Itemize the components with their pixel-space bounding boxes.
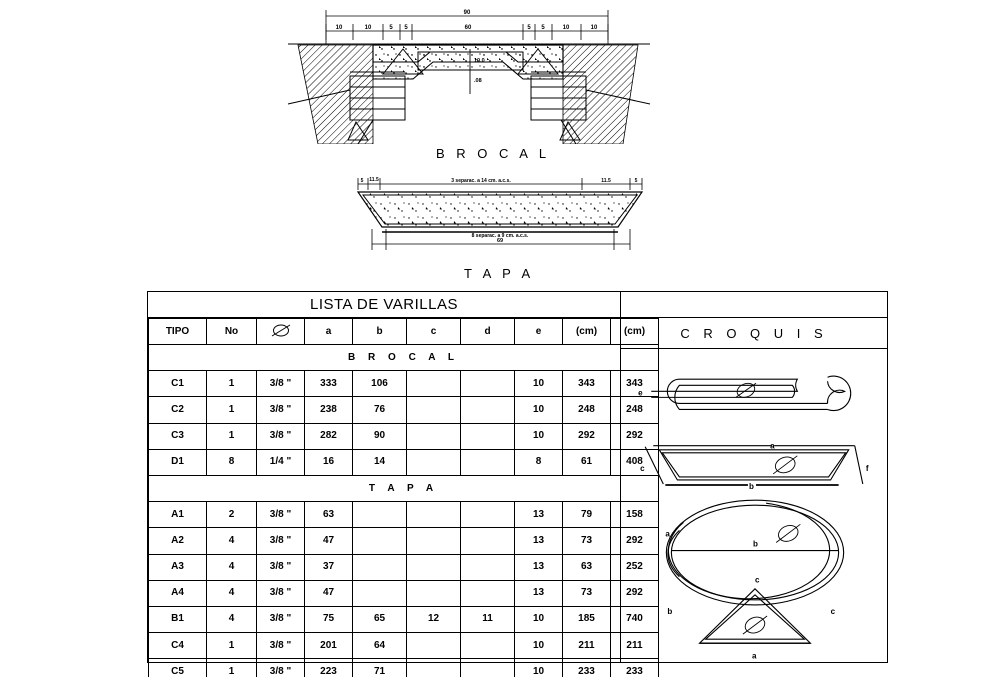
- cell-a: 16: [305, 449, 353, 475]
- trapezoid-label-a: a: [770, 441, 775, 451]
- cell-cm2: 158: [611, 502, 659, 528]
- table-row[interactable]: [149, 554, 659, 580]
- croquis-title: C R O Q U I S: [680, 325, 828, 341]
- tapa-dim-left-small: 5: [360, 178, 364, 184]
- section-header-row: [149, 345, 659, 371]
- cell-b: [353, 528, 407, 554]
- trapezoid-label-f: f: [865, 463, 869, 473]
- cell-cm2: 248: [611, 397, 659, 423]
- svg-text:5: 5: [541, 25, 545, 31]
- cell-diam: 3/8 ": [257, 606, 305, 632]
- cell-b: 71: [353, 659, 407, 677]
- cell-no: 1: [207, 397, 257, 423]
- cell-a: 223: [305, 659, 353, 677]
- hairpin-bar-shape: [651, 376, 850, 410]
- cell-cm2: 292: [611, 580, 659, 606]
- cell-cm2: 408: [611, 449, 659, 475]
- oval-diameter-icon: [776, 523, 800, 545]
- cell-d: [461, 554, 515, 580]
- triangle-label-a: a: [751, 651, 757, 661]
- cell-tipo: C1: [149, 371, 207, 397]
- col-header-tipo: TIPO: [149, 319, 207, 345]
- cell-no: 4: [207, 528, 257, 554]
- brocal-inner-label-2: .08: [474, 78, 482, 84]
- cell-c: [407, 502, 461, 528]
- cell-diam: 3/8 ": [257, 554, 305, 580]
- svg-text:10: 10: [364, 25, 372, 31]
- cell-diam: 1/4 ": [257, 449, 305, 475]
- svg-text:5: 5: [527, 25, 531, 31]
- cell-a: 333: [305, 371, 353, 397]
- cell-e: 13: [515, 528, 563, 554]
- header-blank-cell: [621, 292, 887, 317]
- cell-cm1: 292: [563, 423, 611, 449]
- lista-de-varillas-title-cell: [148, 292, 621, 317]
- col-header-diameter: [257, 319, 305, 345]
- tapa-section-drawing: [350, 172, 650, 250]
- triangle-label-b: b: [667, 606, 673, 616]
- col-header-cm-1: (cm): [563, 319, 611, 345]
- cell-d: [461, 371, 515, 397]
- cell-tipo: C5: [149, 659, 207, 677]
- croquis-header: [621, 318, 887, 349]
- cell-tipo: A3: [149, 554, 207, 580]
- cell-a: 47: [305, 580, 353, 606]
- cell-c: [407, 528, 461, 554]
- cell-d: [461, 502, 515, 528]
- cell-diam: 3/8 ": [257, 659, 305, 677]
- trapezoid-bar-shape: [645, 446, 863, 485]
- section-header-row: [149, 475, 659, 501]
- cell-cm1: 185: [563, 606, 611, 632]
- table-row[interactable]: [149, 528, 659, 554]
- cell-c: [407, 659, 461, 677]
- cell-e: 10: [515, 397, 563, 423]
- triangular-stirrup-shape: [700, 589, 811, 643]
- svg-text:60: 60: [464, 25, 472, 31]
- cell-no: 4: [207, 606, 257, 632]
- cell-cm1: 343: [563, 371, 611, 397]
- col-header-no: No: [207, 319, 257, 345]
- col-header-e: e: [515, 319, 563, 345]
- cell-tipo: A4: [149, 580, 207, 606]
- cell-no: 4: [207, 554, 257, 580]
- cell-no: 1: [207, 423, 257, 449]
- cell-diam: 3/8 ": [257, 580, 305, 606]
- cell-cm1: 79: [563, 502, 611, 528]
- cell-d: [461, 397, 515, 423]
- cell-e: 10: [515, 371, 563, 397]
- cell-b: [353, 554, 407, 580]
- cell-no: 4: [207, 580, 257, 606]
- cell-c: [407, 633, 461, 659]
- croquis-body: [621, 349, 887, 662]
- svg-text:10: 10: [590, 25, 598, 31]
- cell-diam: 3/8 ": [257, 423, 305, 449]
- trapezoid-label-b: b: [748, 482, 754, 492]
- table-row[interactable]: [149, 449, 659, 475]
- cell-a: 238: [305, 397, 353, 423]
- cell-e: 10: [515, 633, 563, 659]
- cell-c: [407, 580, 461, 606]
- tapa-caption: T A P A: [464, 266, 535, 281]
- cell-cm2: 211: [611, 633, 659, 659]
- cell-c: [407, 423, 461, 449]
- table-row[interactable]: [149, 397, 659, 423]
- cell-cm2: 292: [611, 528, 659, 554]
- brocal-dim-labels: [336, 25, 598, 31]
- table-row[interactable]: [149, 371, 659, 397]
- cell-no: 1: [207, 633, 257, 659]
- cell-b: 14: [353, 449, 407, 475]
- section-title: B R O C A L: [149, 345, 659, 371]
- table-row[interactable]: [149, 580, 659, 606]
- cell-no: 2: [207, 502, 257, 528]
- cell-cm1: 73: [563, 580, 611, 606]
- col-header-c: c: [407, 319, 461, 345]
- oval-label-c: c: [754, 575, 760, 585]
- cell-no: 1: [207, 659, 257, 677]
- table-header-row: [149, 319, 659, 345]
- cell-e: 10: [515, 423, 563, 449]
- cell-tipo: A2: [149, 528, 207, 554]
- cell-cm1: 248: [563, 397, 611, 423]
- cell-a: 282: [305, 423, 353, 449]
- brocal-inner-label-1: 10.0: [474, 58, 485, 64]
- cell-d: [461, 633, 515, 659]
- cell-d: 11: [461, 606, 515, 632]
- cell-cm2: 343: [611, 371, 659, 397]
- cell-b: 64: [353, 633, 407, 659]
- cell-cm1: 233: [563, 659, 611, 677]
- tapa-body: [358, 192, 642, 227]
- tapa-dim-left: 11.5: [369, 177, 379, 183]
- hairpin-label-e: e: [638, 388, 643, 398]
- svg-text:5: 5: [404, 25, 408, 31]
- cell-c: [407, 554, 461, 580]
- cell-d: [461, 580, 515, 606]
- brocal-section-drawing: [278, 4, 658, 144]
- cell-cm2: 740: [611, 606, 659, 632]
- cell-d: [461, 659, 515, 677]
- cell-b: 106: [353, 371, 407, 397]
- cell-diam: 3/8 ": [257, 371, 305, 397]
- cell-c: [407, 449, 461, 475]
- tapa-note-bottom: 8 separac. a 9 cm. a.c.s.: [471, 233, 529, 239]
- cell-tipo: C3: [149, 423, 207, 449]
- oval-label-b: b: [752, 539, 758, 549]
- varillas-table-wrap: [148, 318, 646, 677]
- cell-no: 8: [207, 449, 257, 475]
- page-title: LISTA DE VARILLAS: [309, 296, 458, 313]
- cell-cm1: 211: [563, 633, 611, 659]
- triangle-diameter-icon: [743, 614, 767, 636]
- col-header-a: a: [305, 319, 353, 345]
- triangle-label-c: c: [830, 606, 836, 616]
- cell-tipo: C2: [149, 397, 207, 423]
- cell-e: 13: [515, 502, 563, 528]
- cell-e: 10: [515, 659, 563, 677]
- cell-tipo: C4: [149, 633, 207, 659]
- tapa-dim-right-small: 5: [634, 178, 638, 184]
- svg-text:5: 5: [389, 25, 393, 31]
- tapa-note-top: 3 separac. a 14 cm. a.c.s.: [451, 178, 511, 184]
- cell-e: 13: [515, 580, 563, 606]
- cell-diam: 3/8 ": [257, 528, 305, 554]
- cell-a: 47: [305, 528, 353, 554]
- tapa-overall-dim: 69: [496, 238, 504, 244]
- cell-cm1: 61: [563, 449, 611, 475]
- cell-tipo: B1: [149, 606, 207, 632]
- cell-cm2: 252: [611, 554, 659, 580]
- trapezoid-label-c: c: [640, 463, 645, 473]
- cell-e: 10: [515, 606, 563, 632]
- oval-label-a: a: [665, 529, 670, 539]
- cell-d: [461, 528, 515, 554]
- cell-c: [407, 371, 461, 397]
- cell-b: 76: [353, 397, 407, 423]
- table-row[interactable]: [149, 502, 659, 528]
- tapa-dim-right: 11.5: [601, 178, 611, 184]
- cell-e: 8: [515, 449, 563, 475]
- cell-cm1: 73: [563, 528, 611, 554]
- cell-tipo: D1: [149, 449, 207, 475]
- cell-a: 37: [305, 554, 353, 580]
- brocal-overall-dim: 90: [463, 10, 471, 16]
- svg-text:10: 10: [562, 25, 570, 31]
- brocal-caption: B R O C A L: [436, 146, 551, 161]
- cell-tipo: A1: [149, 502, 207, 528]
- cell-c: [407, 397, 461, 423]
- cell-b: [353, 502, 407, 528]
- table-row[interactable]: [149, 423, 659, 449]
- table-row[interactable]: [149, 633, 659, 659]
- cell-b: 90: [353, 423, 407, 449]
- table-row[interactable]: [149, 606, 659, 632]
- cell-diam: 3/8 ": [257, 397, 305, 423]
- cell-cm2: 292: [611, 423, 659, 449]
- cell-no: 1: [207, 371, 257, 397]
- varillas-sheet: [147, 291, 888, 677]
- svg-text:10: 10: [335, 25, 343, 31]
- cell-diam: 3/8 ": [257, 633, 305, 659]
- section-title: T A P A: [149, 475, 659, 501]
- col-header-b: b: [353, 319, 407, 345]
- croquis-panel: [621, 318, 887, 662]
- varillas-table: [148, 318, 659, 677]
- col-header-cm-2: (cm): [611, 319, 659, 345]
- cell-d: [461, 423, 515, 449]
- cell-b: [353, 580, 407, 606]
- cell-a: 75: [305, 606, 353, 632]
- cell-d: [461, 449, 515, 475]
- cell-c: 12: [407, 606, 461, 632]
- cell-cm2: 233: [611, 659, 659, 677]
- cell-e: 13: [515, 554, 563, 580]
- table-row[interactable]: [149, 659, 659, 677]
- trapezoid-diameter-icon: [773, 454, 797, 475]
- cell-b: 65: [353, 606, 407, 632]
- sheet-header-row: [148, 292, 887, 318]
- cell-a: 201: [305, 633, 353, 659]
- col-header-d: d: [461, 319, 515, 345]
- diameter-symbol-icon: [270, 323, 292, 338]
- cell-cm1: 63: [563, 554, 611, 580]
- cell-a: 63: [305, 502, 353, 528]
- cell-diam: 3/8 ": [257, 502, 305, 528]
- varillas-table-body: [149, 345, 659, 677]
